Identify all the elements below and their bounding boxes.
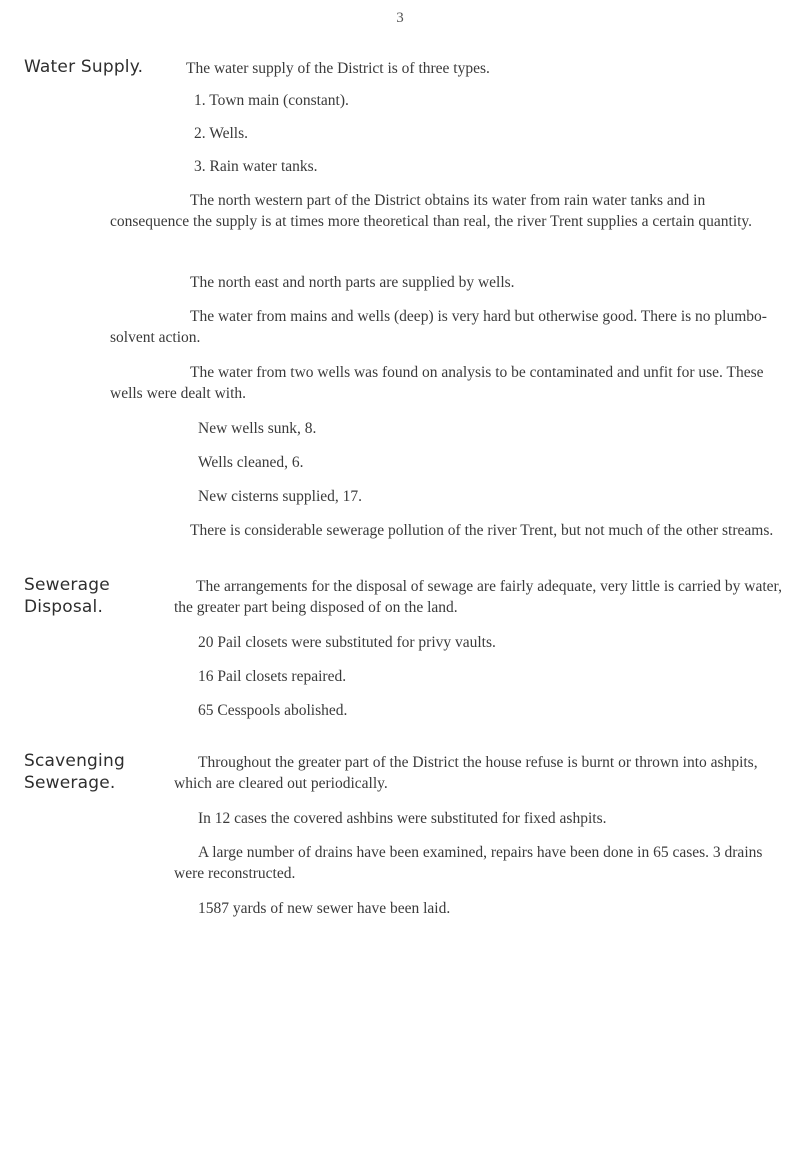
water-supply-heading-text: Water Supply.: [24, 57, 144, 77]
sewerage-disposal-heading-line2: Disposal.: [24, 597, 104, 617]
new-cisterns-supplied: New cisterns supplied, 17.: [198, 488, 363, 505]
water-type-item-3: 3. Rain water tanks.: [194, 158, 318, 175]
new-sewer-laid: 1587 yards of new sewer have been laid.: [198, 900, 451, 917]
water-supply-heading: [24, 56, 143, 78]
water-paragraph-hardness: The water from mains and wells (deep) is very hard but otherwise good. There is no plumbo-solvent action.: [110, 308, 767, 346]
pail-closets-substituted: 20 Pail closets were substituted for privy vaults.: [198, 634, 496, 651]
ashbins-substituted: In 12 cases the covered ashbins were substituted for fixed ashpits.: [198, 810, 607, 827]
new-wells-sunk: New wells sunk, 8.: [198, 420, 317, 437]
pail-closets-repaired: 16 Pail closets repaired.: [198, 668, 347, 685]
water-type-item-2: 2. Wells.: [194, 125, 249, 142]
water-closing-paragraph: There is considerable sewerage pollution of the river Trent, but not much of the other streams.: [190, 522, 774, 539]
drains-examined: A large number of drains have been examined, repairs have been done in 65 cases. 3 drains were reconstructed.: [174, 844, 763, 882]
water-type-item-1: 1. Town main (constant).: [194, 92, 349, 109]
water-supply-intro: The water supply of the District is of three types.: [186, 60, 490, 77]
scavenging-sewerage-heading: [24, 750, 125, 794]
scavenging-sewerage-heading-line1: Scavenging: [24, 751, 125, 771]
sewerage-disposal-heading-line1: Sewerage: [24, 575, 110, 595]
scavenging-sewerage-heading-line2: Sewerage.: [24, 773, 116, 793]
water-paragraph-north-east: The north east and north parts are supplied by wells.: [190, 274, 515, 291]
page-number: 3: [396, 10, 404, 26]
sewerage-disposal-paragraph: The arrangements for the disposal of sewage are fairly adequate, very little is carried by water, the greater part being disposed of on the land.: [174, 578, 782, 616]
scavenging-paragraph: Throughout the greater part of the District the house refuse is burnt or thrown into ashpits, which are cleared out periodically.: [174, 754, 758, 792]
water-paragraph-contaminated: The water from two wells was found on analysis to be contaminated and unfit for use. These wells were dealt with.: [110, 364, 764, 402]
cesspools-abolished: 65 Cesspools abolished.: [198, 702, 348, 719]
sewerage-disposal-heading: [24, 574, 110, 618]
water-paragraph-north-western: The north western part of the District obtains its water from rain water tanks and in consequence the supply is at times more theoretical than real, the river Trent supplies a certain quantity.: [110, 192, 753, 230]
wells-cleaned: Wells cleaned, 6.: [198, 454, 304, 471]
